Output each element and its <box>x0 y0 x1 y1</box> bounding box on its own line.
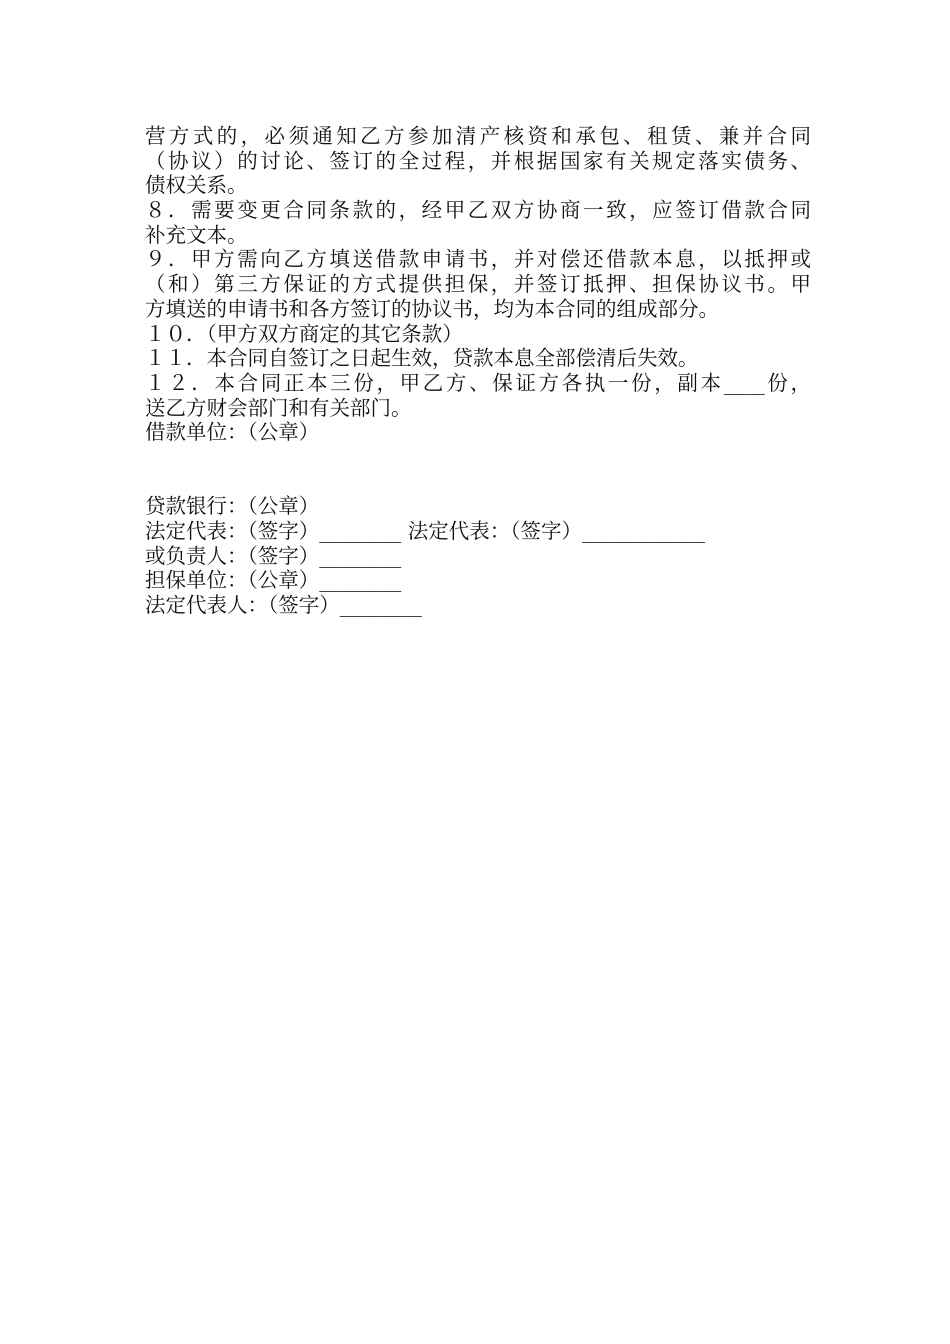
clause-12-line: 送乙方财会部门和有关部门。 <box>145 395 412 420</box>
legal-rep-signature-line: 法定代表：（签字）________ 法定代表：（签字）____________ <box>145 519 706 544</box>
clause-8-line: ８．需要变更合同条款的，经甲乙双方协商一致，应签订借款合同 <box>145 198 811 223</box>
responsible-person-signature-line: 或负责人：（签字）________ <box>145 543 402 568</box>
contract-line: 债权关系。 <box>145 173 248 198</box>
guarantor-seal-line: 担保单位：（公章）________ <box>145 568 402 593</box>
borrower-seal-line: 借款单位：（公章） <box>145 420 320 445</box>
clause-9-line: （和）第三方保证的方式提供担保，并签订抵押、担保协议书。甲 <box>145 272 811 297</box>
signature-gap <box>145 445 811 494</box>
clause-12-line: １２．本合同正本三份，甲乙方、保证方各执一份，副本____份， <box>145 370 811 395</box>
contract-body <box>145 124 811 618</box>
clause-9-line: 方填送的申请书和各方签订的协议书，均为本合同的组成部分。 <box>145 296 719 321</box>
clause-8-line: 补充文本。 <box>145 222 248 247</box>
clause-9-line: ９．甲方需向乙方填送借款申请书，并对偿还借款本息，以抵押或 <box>145 247 811 272</box>
clause-10-line: １０．（甲方双方商定的其它条款） <box>145 321 463 346</box>
lender-seal-line: 贷款银行：（公章） <box>145 494 320 519</box>
contract-line: 营方式的，必须通知乙方参加清产核资和承包、租赁、兼并合同 <box>145 124 811 148</box>
clause-11-line: １１．本合同自签订之日起生效，贷款本息全部偿清后失效。 <box>145 346 699 371</box>
contract-line: （协议）的讨论、签订的全过程，并根据国家有关规定落实债务、 <box>145 148 811 173</box>
guarantor-legal-rep-signature-line: 法定代表人：（签字）________ <box>145 593 422 618</box>
